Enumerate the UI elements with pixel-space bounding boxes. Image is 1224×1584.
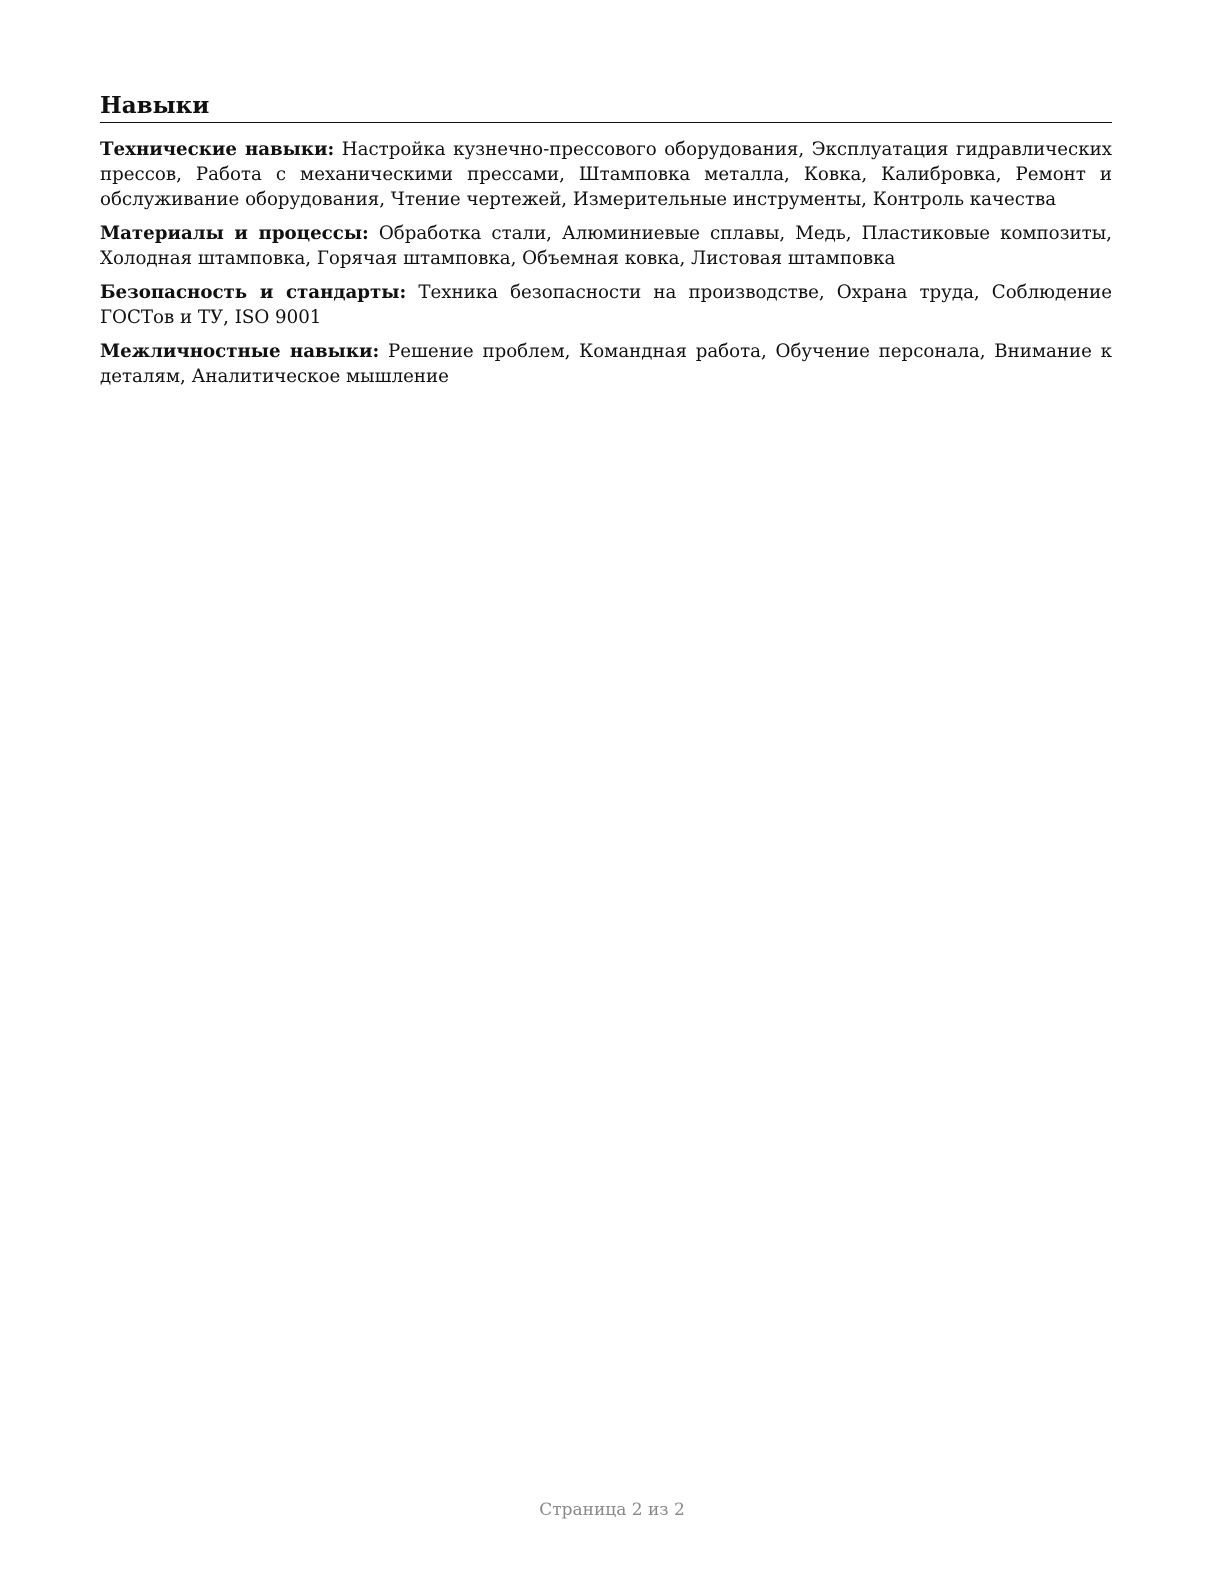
skill-group-label: Материалы и процессы: [100,223,369,244]
skill-group-interpersonal [100,339,1112,389]
skill-group-text: Обработка стали, Алюминиевые сплавы, Медь, Пластиковые композиты, Холодная штамповка, Горячая штамповка, Объемная ковка, Листовая штамповка [100,223,1112,269]
page-number: Страница 2 из 2 [539,1500,685,1520]
skill-group-materials [100,221,1112,271]
skill-group-label: Межличностные навыки: [100,341,380,362]
skill-group-text: Настройка кузнечно-прессового оборудования, Эксплуатация гидравлических прессов, Работа с механическими прессами, Штамповка металла, Ковка, Калибровка, Ремонт и обслуживание оборудования, Чтение чертежей, Измерительные инструменты, Контроль качества [100,139,1112,210]
skill-group-label: Безопасность и стандарты: [100,282,407,303]
skill-group-label: Технические навыки: [100,139,335,160]
section-title-skills: Навыки [100,92,1112,123]
skill-group-text: Решение проблем, Командная работа, Обучение персонала, Внимание к деталям, Аналитическое мышление [100,341,1112,387]
skill-group-text: Техника безопасности на производстве, Охрана труда, Соблюдение ГОСТов и ТУ, ISO 9001 [100,282,1112,328]
skills-list [100,137,1112,389]
skill-group-safety [100,280,1112,330]
resume-page [100,92,1112,398]
skill-group-technical [100,137,1112,212]
